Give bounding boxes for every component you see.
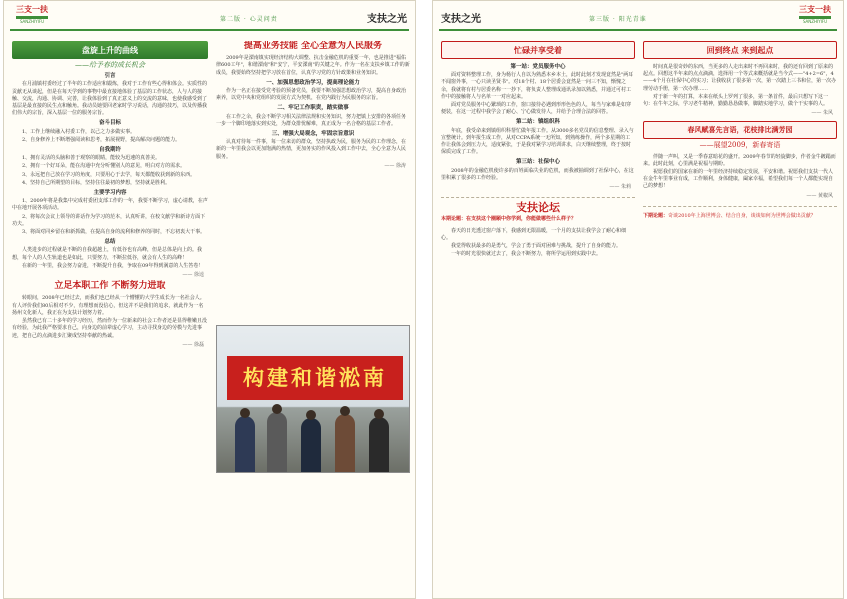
article-subtitle: ——展望2009，新春寄语 — [699, 141, 781, 150]
left-header — [10, 5, 409, 33]
paragraph: 祝愿我们的国家在新的一年里经济持续稳定发展，平安和谐。祝愿我们支扶一代人在金牛年里事业有成，工作顺利，身体健康，阖家幸福，希望我们每一个人都能实现自己的梦想！ — [643, 169, 834, 190]
author: —— 朱风 — [811, 110, 833, 117]
section-heading: 自我期许 — [98, 147, 121, 154]
paragraph: 面对党员服务中心繁琐的工作，窗口接待必遇到形形色色的人，每当与家难是如穿便装，在这一过程中我学会了耐心、宁心做发待人，并给予合理合法的回答。 — [441, 102, 632, 116]
logo-subtext: SANZHIYIFU — [19, 19, 45, 24]
person-figure — [267, 412, 287, 472]
logo — [793, 5, 837, 27]
divider — [441, 197, 635, 198]
paragraph: 2009年是溧南镇实现经济结构大调整、抗击金融危机的重要一年，也是推进"福佑律600工年"，和谐溧南"和"安宁，平安溧南"的关键之年。作为一名在支扶乡镇工作的新成员，我要始终坚持把学习放在首位，认真学习党的方针政策和业务知识。 — [216, 55, 410, 76]
masthead: 支扶之光 — [441, 14, 481, 25]
section-heading: 二、牢记工作职责，踏实做事 — [277, 105, 349, 112]
event-photo — [216, 325, 410, 473]
list-item: 2、自身修养上不断增强阅读和思考，拓展视野，提高解决问题的能力。 — [22, 136, 181, 143]
paragraph: 在工作之余，我会不断学习相关法律法规和实务知识，努力把镇上安排的各项任务一步一个脚印地落实到实处，为群众排忧解难，真正成为一名合格的基层工作者。 — [216, 113, 407, 127]
logo — [10, 5, 54, 27]
left-page — [3, 0, 416, 599]
author: —— 徐涛 — [384, 162, 406, 169]
list-item: 1、拥有灵活的头脑和善于观察的眼睛，能较为迅速的真善美。 — [22, 155, 161, 162]
list-item: 3、将面对同乡留在和新抓做，在提高自身的流利和修养的同时，不忘初衷大干事。 — [22, 229, 206, 236]
paragraph: 在月浦镇村委经过了半年的工作适应和锻炼，我对于工作有些心得和体会。实质性的贡献无从谈起，但是在每天学到的事物中最直接地体验了基层的工作状态，人与人的接触、交流，沟通、协调、完善，让我体验到了真正意义上的交流的意味，也使我感受到了基层是最直接的民生点和触角。我动员她要回老家时学习说话，沟通的技巧，以及传播我们伟大的宗旨，深入基层一位的服务宗旨。 — [12, 81, 208, 117]
person-head — [306, 410, 316, 420]
author: —— 徐磊 — [182, 341, 204, 348]
paragraph: 时间真是很奇妙的东西，当更多的人走出来时不再回来时，我的还有回到了原来的起点。回想这半年来的点点滴滴，选择用一个等式来概括就是当今式——"4+2=6"，4——4个月在社保中心的实习；让我收获了很多第一次，第一次踏上三书和位，第一次办理劳动手册，第一次办理…… — [643, 64, 837, 92]
list-item: 4、坚持自己所期望的目标，坚持住往最初的梦想，坚持就是胜利。 — [22, 179, 171, 186]
left-column — [12, 41, 208, 590]
masthead: 支扶之光 — [367, 14, 407, 25]
logo-text: 三支一扶 — [16, 5, 48, 14]
section-heading: 奋斗目标 — [98, 120, 121, 127]
left-column — [441, 41, 635, 590]
article-banner: 回到终点 来到起点 — [643, 41, 837, 59]
paragraph: 对于新一年的打算，本来在纸头上罗列了很多，第一条首件，最后只想写下这一句：在牛年之际，学习老牛精神，勤勤恳恳做事，脚踏实地学习，做个干实事的人。 — [643, 93, 829, 108]
list-item: 2、将每次会议上领导的讲话作为学习的范本，认真听讲，在校文献学和新诗方面下功夫。 — [12, 213, 206, 227]
article-banner: 忙碌并享受着 — [441, 41, 635, 59]
person-figure — [369, 417, 389, 472]
section-heading: 总结 — [104, 239, 116, 246]
person-head — [240, 408, 250, 418]
paragraph: 面对资料整理工作，身为杨行人自以为熟悉本乡本土，此时此刻才发现竟然是"两耳不闻窗外事，一心只读圣贤书"。对18个村、18个居委会竟然是一问三不知，惭愧之余，我就将有村与居委名称一一抄下，将负责人整理成通讯录加以熟悉，并通过可村工作中的接触将人与名单一一对应起来。 — [441, 72, 634, 100]
article-banner: 春风赋喜先言语，花枝排比满芳园 — [643, 121, 837, 139]
logo-text: 三支一扶 — [799, 5, 831, 14]
article-title: 立足本职工作 不断努力进取 — [54, 281, 166, 292]
list-item: 1、2009年将是我集中完成村委团支部工作的一年，我要不断学习，虚心请教，在声中在地开展各项活动。 — [12, 198, 208, 212]
header-rule — [439, 29, 837, 31]
header-rule — [10, 29, 409, 31]
paragraph: 人类进步的过程就是不断的自我超越上，有低谷也有高峰，但是总体是向上的。我想，每个人的人生轨道也是如此，只要努力，不断拉低谷，就会有人生的高峰！ — [12, 247, 203, 261]
list-item: 2、拥有一个好耳朵，能在沟通中充分听懂别人的意见，明白对方的需求。 — [22, 163, 186, 170]
logo-subtext: SANZHIYIFU — [802, 19, 828, 24]
author: —— 朱莉 — [609, 184, 631, 191]
divider — [643, 206, 837, 207]
section-heading: 引言 — [104, 73, 116, 80]
topic-intro: 本期论题：在支扶这个圈颐中你学到，你能做哪些什么样子？ — [441, 216, 577, 223]
section-heading: 三、增强大局观念，牢固宗旨意识 — [271, 131, 355, 138]
person-figure — [301, 418, 321, 472]
page-label: 第二版 · 心灵问责 — [220, 16, 278, 23]
right-column — [643, 41, 837, 590]
section-heading: 第二站：镇组织科 — [515, 119, 560, 126]
paragraph: 虽然我已有二十多年的学习经历，然而作为一位新来的社会工作者还是显得稚嫩且没有经验，为此我严格要求自己，向身边的前辈虚心学习，主动寻找身边的劳模与先进事迹，把自己的点滴进步汇聚成坚持奉献的热诚。 — [12, 318, 208, 339]
author: —— 徐逵 — [182, 272, 204, 279]
list-item: 1、工作上继续融入村委工作，以己之力多做实事。 — [22, 128, 136, 135]
paragraph: 2008年的金融危机使许多的百姓面临失业的危机，而我被抽调到了社保中心，在这里积累了很多的工作经验。 — [441, 167, 634, 181]
paragraph: 伴随一声叫，又是一季春意暗花的盛开。2009年春节的轻旋脚步，作者金牛踱蹋而来。此时此刻，心里满是祝福与期盼。 — [643, 153, 836, 167]
right-page — [432, 0, 844, 599]
article-title: 支扶论坛 — [516, 201, 560, 215]
paragraph: 年底，我受命来到镇组织科帮忙做年报工作。从3000多名党员的信息整理、录入与宣整统计。到年报生成工作，从对CCPA系统一无所知，到熟练操作，两个多星期的工作让我体会到压力大，适度紧张，于是我对紧学习培训讲求，白天继续整理，终于按时保质完成了工作。 — [441, 127, 634, 156]
person-figure — [335, 414, 355, 472]
author: —— 黄椒风 — [806, 192, 833, 199]
next-topic-text: 奇谈2010年上海世博会、结合自身，谈谈如何为世博会做出贡献？ — [668, 212, 816, 219]
paragraph: 作为一名正在接受党考验的预备党员，我要不断加强思想政治学习，提高自身政治素养，以党中央和党组织的发展方式为契机，在党内践行为民服务的宗旨。 — [216, 88, 407, 102]
page-label: 第三版 · 阳光青谁 — [589, 16, 647, 23]
person-head — [272, 404, 282, 414]
person-head — [374, 409, 384, 419]
right-header — [439, 5, 837, 33]
article-title: 提高业务技能 全心全意为人民服务 — [243, 41, 383, 51]
section-heading: 第三站：社保中心 — [515, 159, 560, 166]
section-heading: 主要学习内容 — [93, 190, 127, 197]
article-banner: 盘旋上升的曲线 — [12, 41, 208, 59]
person-head — [340, 406, 350, 416]
next-topic — [643, 213, 837, 220]
paragraph: 转眼间，2008年已经过去，而我们也已经从一个懵懂的大学生成长为一名社会人。有人评价我们80后相对不少，有理想而没信心，但这并不是我们的追求，就此作为一名扬州文化新人，我正在为支扶计划努力着。 — [12, 295, 205, 316]
paragraph: 春天的日光透过窗户落下，我感到无限温暖，一个月的支扶让我学会了耐心和细心。 — [441, 227, 627, 241]
right-column — [216, 41, 410, 590]
paragraph: 一年的时光很快就过去了，我会不断努力，将所学运用到实践中去。 — [451, 251, 602, 258]
paragraph: 在新的一年里，我会努力奋进，不断提升自我，争取在09年得到满意的人生答卷！ — [22, 262, 204, 269]
article-subtitle: ——给予春的成长机会 — [75, 61, 145, 69]
photo-banner: 构建和谐淞南 — [227, 356, 403, 400]
list-item: 3、永远把自己放在学习的角度，只要用心于去学，每天都能收获到新的东西。 — [22, 171, 196, 178]
section-heading: 第一站：党员服务中心 — [510, 64, 566, 70]
person-figure — [235, 416, 255, 472]
next-topic-label: 下期论题： — [643, 212, 669, 219]
paragraph: 我觉得收获最多的是勇气，学会了勇于面对困难与挑战，提升了自身的能力。 — [451, 243, 622, 250]
paragraph: 认真对待每一件事，每一位来访的群众，坚持执政为民，服务为民的工作理念，在新的一年里我会以更加饱满的热情，更加务实的作风投入到工作中去，全心全意为人民服务。 — [216, 139, 407, 160]
section-heading: 一、加强思想政治学习，提高理论能力 — [266, 79, 360, 86]
